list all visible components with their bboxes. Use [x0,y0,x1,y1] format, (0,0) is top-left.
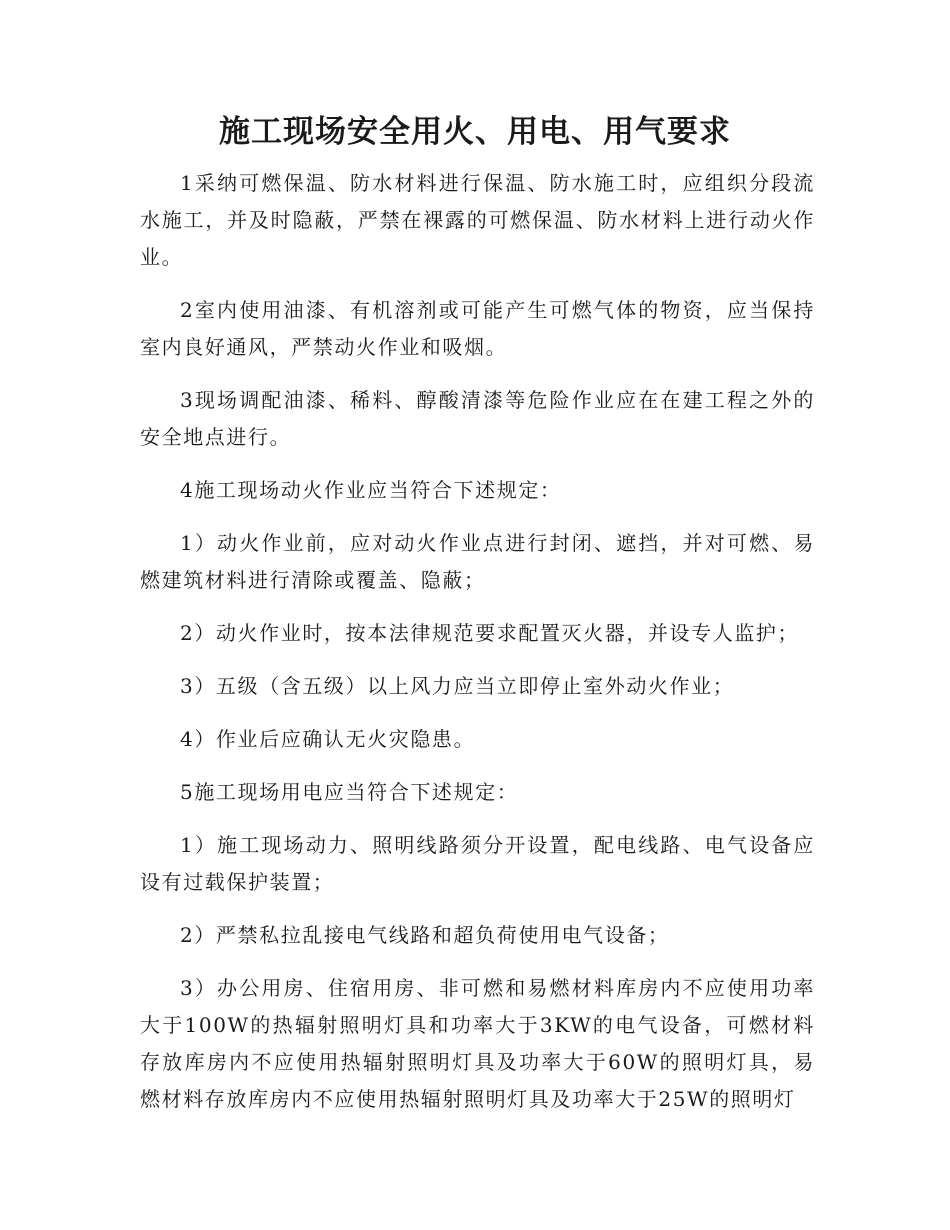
paragraph-3: 3现场调配油漆、稀料、醇酸清漆等危险作业应在在建工程之外的安全地点进行。 [140,388,815,449]
paragraph-4: 4施工现场动火作业应当符合下述规定： [180,478,562,502]
paragraph-2: 2室内使用油漆、有机溶剂或可能产生可燃气体的物资，应当保持室内良好通风，严禁动火作业和吸烟。 [140,298,815,359]
list-item-4-2: 2）动火作业时，按本法律规范要求配置灭火器，并设专人监护； [180,621,800,645]
list-item-4-4: 4）作业后应确认无火灾隐患。 [180,727,476,751]
list-item-5-3: 3）办公用房、住宿用房、非可燃和易燃材料库房内不应使用功率大于100W的热辐射照明灯具和功率大于3KW的电气设备，可燃材料存放库房内不应使用热辐射照明灯具及功率大于60W的照明灯具，易燃材料存放库房内不应使用热辐射照明灯具及功率大于25W的照明灯 [140,976,815,1111]
list-item-4-3: 3）五级（含五级）以上风力应当立即停止室外动火作业； [180,674,735,698]
list-item-4-1: 1）动火作业前，应对动火作业点进行封闭、遮挡，并对可燃、易燃建筑材料进行清除或覆盖、隐蔽； [140,531,815,592]
list-item-5-2: 2）严禁私拉乱接电气线路和超负荷使用电气设备； [180,923,670,947]
paragraph-5: 5施工现场用电应当符合下述规定： [180,780,519,804]
document-body [140,165,815,1134]
list-item-5-1: 1）施工现场动力、照明线路须分开设置，配电线路、电气设备应设有过载保护装置； [140,833,815,894]
paragraph-1: 1采纳可燃保温、防水材料进行保温、防水施工时，应组织分段流水施工，并及时隐蔽，严禁在裸露的可燃保温、防水材料上进行动火作业。 [140,171,815,269]
document-title: 施工现场安全用火、用电、用气要求 [219,114,731,150]
